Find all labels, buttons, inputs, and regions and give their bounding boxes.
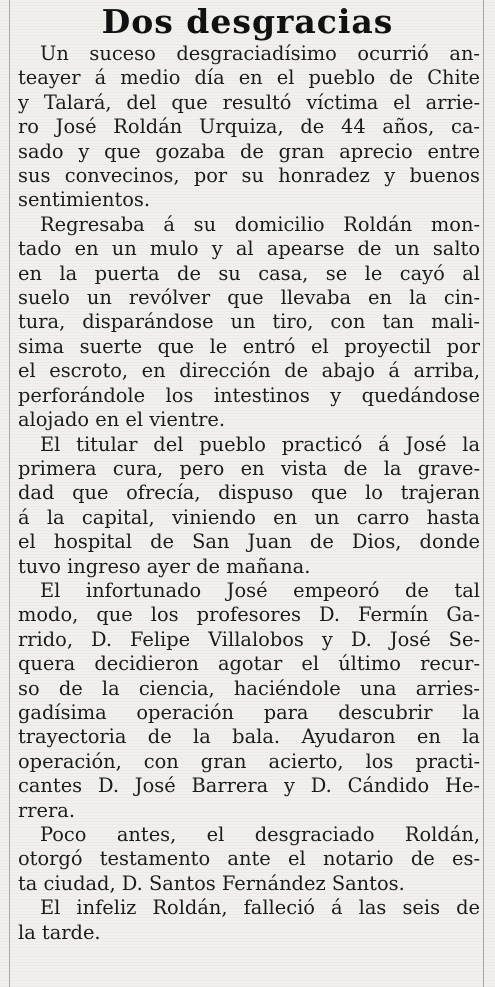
left-column-rule: [9, 0, 10, 987]
article-line: y Talará, del que resultó víctima el arrie-: [18, 90, 480, 114]
article-line: el escroto, en dirección de abajo á arriba,: [18, 359, 480, 383]
article-line: tuvo ingreso ayer de mañana.: [18, 554, 311, 578]
right-column-rule: [483, 0, 484, 987]
article-line: otorgó testamento ante el notario de es-: [18, 847, 480, 871]
article-line: modo, que los profesores D. Fermín Ga-: [18, 603, 480, 627]
article-line: la tarde.: [18, 920, 101, 944]
article-line: rrera.: [18, 798, 76, 822]
article-line: ro José Roldán Urquiza, de 44 años, ca-: [18, 115, 480, 139]
article-line: trayectoria de la bala. Ayudaron en la: [18, 725, 480, 749]
article-line: sado y que gozaba de gran aprecio entre: [18, 139, 480, 163]
article-line: El infeliz Roldán, falleció á las seis de: [40, 896, 480, 920]
article-line: cantes D. José Barrera y D. Cándido He-: [18, 774, 480, 798]
article-paragraph: [18, 42, 480, 213]
article-line: primera cura, pero en vista de la grave-: [18, 456, 480, 480]
article-line: quera decidieron agotar el último recur-: [18, 652, 480, 676]
article-paragraph: [18, 213, 480, 433]
article-line: alojado en el vientre.: [18, 408, 226, 432]
article-line: sus convecinos, por su honradez y buenos: [18, 164, 480, 188]
article-line: Regresaba á su domicilio Roldán mon-: [40, 212, 480, 236]
article-body: [18, 42, 480, 945]
article-line: El titular del pueblo practicó á José la: [40, 432, 480, 456]
article-line: sentimientos.: [18, 188, 151, 212]
article-line: suelo un revólver que llevaba en la cin-: [18, 286, 480, 310]
article-line: tado en un mulo y al apearse de un salto: [18, 237, 480, 261]
article-paragraph: [18, 579, 480, 823]
article-line: sima suerte que le entró el proyectil por: [18, 334, 480, 358]
article-paragraph: [18, 896, 480, 945]
article-line: dad que ofrecía, dispuso que lo trajeran: [18, 481, 480, 505]
article-line: perforándole los intestinos y quedándose: [18, 383, 480, 407]
article-line: tura, disparándose un tiro, con tan mali-: [18, 310, 480, 334]
article-line: á la capital, viniendo en un carro hasta: [18, 505, 480, 529]
article-line: teayer á medio día en el pueblo de Chite: [18, 66, 480, 90]
article-line: Poco antes, el desgraciado Roldán,: [40, 823, 480, 846]
article-paragraph: [18, 823, 480, 896]
article-line: El infortunado José empeoró de tal: [40, 578, 480, 602]
article-line: Un suceso desgraciadísimo ocurrió an-: [40, 42, 480, 65]
article-line: ta ciudad, D. Santos Fernández Santos.: [18, 871, 405, 895]
article-line: rrido, D. Felipe Villalobos y D. José Se-: [18, 627, 480, 651]
headline: Dos desgracias: [101, 2, 394, 41]
article-line: operación, con gran acierto, los practi-: [18, 749, 480, 773]
article-line: so de la ciencia, haciéndole una arries-: [18, 676, 480, 700]
article-line: gadísima operación para descubrir la: [18, 700, 480, 724]
article-line: el hospital de San Juan de Dios, donde: [18, 530, 480, 554]
article-paragraph: [18, 433, 480, 579]
article-line: en la puerta de su casa, se le cayó al: [18, 261, 480, 285]
